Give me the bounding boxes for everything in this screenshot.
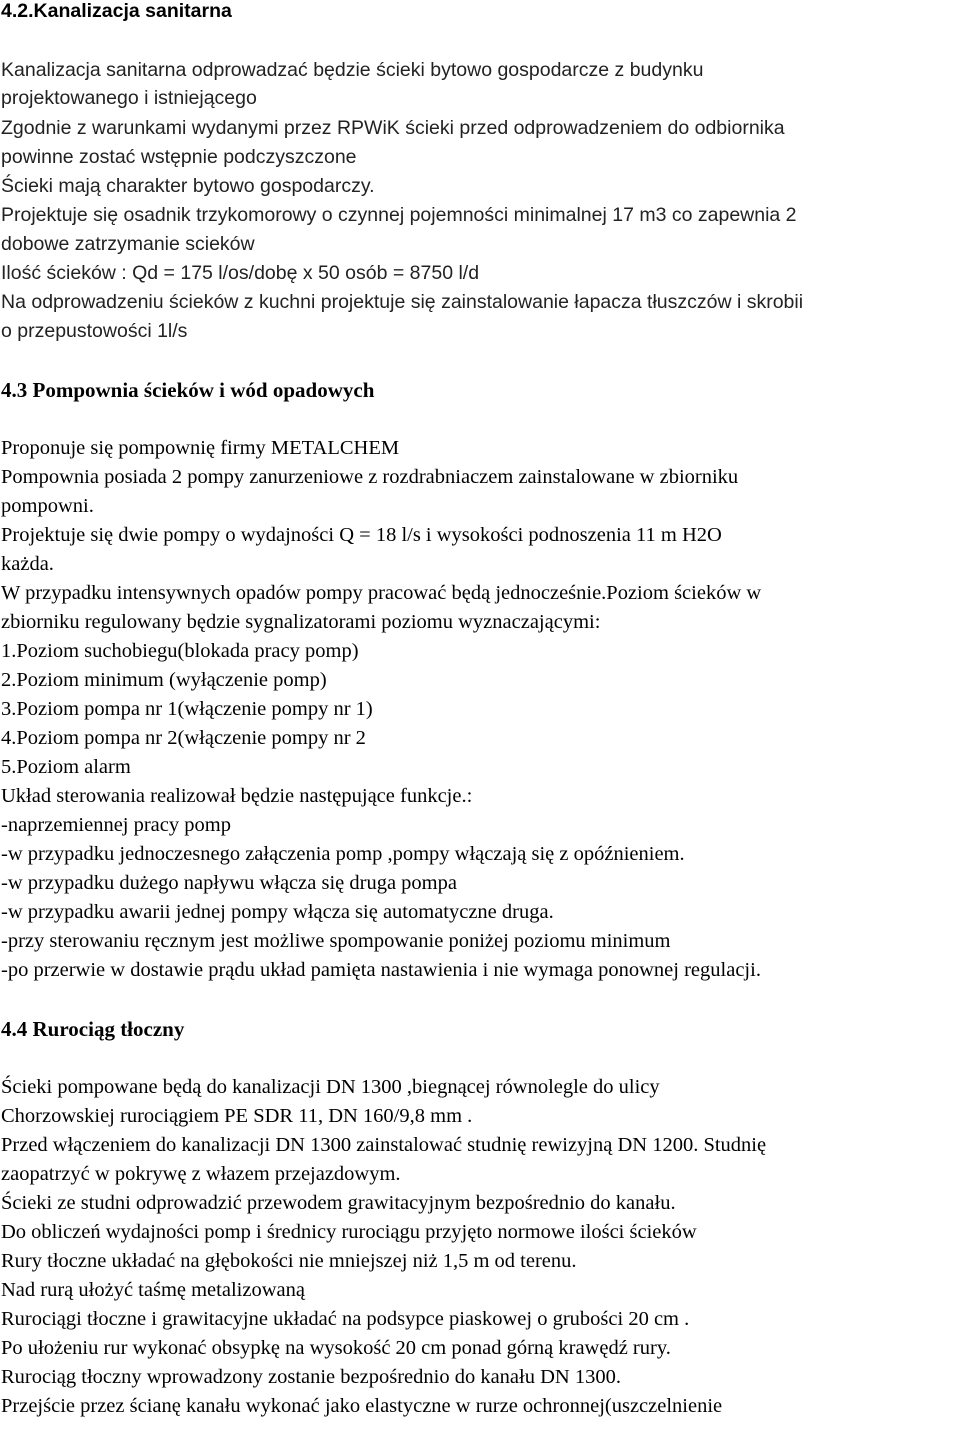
section-heading-4-3: 4.3 Pompownia ścieków i wód opadowych bbox=[1, 378, 375, 402]
paragraph-line: Projektuje się dwie pompy o wydajności Q = 18 l/s i wysokości podnoszenia 11 m H2O bbox=[1, 524, 722, 546]
paragraph-line: zaopatrzyć w pokrywę z włazem przejazdowym. bbox=[1, 1163, 401, 1185]
paragraph-line: Przed włączeniem do kanalizacji DN 1300 zainstalować studnię rewizyjną DN 1200. Studnię bbox=[1, 1134, 767, 1156]
list-item: -w przypadku awarii jednej pompy włącza się automatyczne druga. bbox=[1, 901, 554, 923]
list-item: 1.Poziom suchobiegu(blokada pracy pomp) bbox=[1, 640, 359, 662]
list-item: -w przypadku jednoczesnego załączenia pomp ,pompy włączają się z opóźnieniem. bbox=[1, 843, 685, 865]
list-item: 3.Poziom pompa nr 1(włączenie pompy nr 1) bbox=[1, 698, 373, 720]
paragraph-line: Ścieki pompowane będą do kanalizacji DN 1300 ,biegnącej równolegle do ulicy bbox=[1, 1076, 660, 1098]
paragraph-line: o przepustowości 1l/s bbox=[1, 320, 188, 342]
paragraph-line: powinne zostać wstępnie podczyszczone bbox=[1, 146, 357, 168]
paragraph-line: dobowe zatrzymanie scieków bbox=[1, 233, 255, 255]
list-item: -naprzemiennej pracy pomp bbox=[1, 814, 231, 836]
paragraph-line: Ścieki ze studni odprowadzić przewodem grawitacyjnym bezpośrednio do kanału. bbox=[1, 1192, 676, 1214]
paragraph-line: Pompownia posiada 2 pompy zanurzeniowe z rozdrabniaczem zainstalowane w zbiorniku bbox=[1, 466, 739, 488]
list-item: 2.Poziom minimum (wyłączenie pomp) bbox=[1, 669, 327, 691]
paragraph-line: Proponuje się pompownię firmy METALCHEM bbox=[1, 437, 400, 459]
paragraph-line: każda. bbox=[1, 553, 54, 575]
paragraph-line: Ścieki mają charakter bytowo gospodarczy. bbox=[1, 175, 375, 197]
section-heading-4-2: 4.2.Kanalizacja sanitarna bbox=[1, 0, 232, 22]
list-item: -po przerwie w dostawie prądu układ pamięta nastawienia i nie wymaga ponownej regulacji. bbox=[1, 959, 761, 981]
paragraph-line: Do obliczeń wydajności pomp i średnicy rurociągu przyjęto normowe ilości ścieków bbox=[1, 1221, 697, 1243]
paragraph-line: Na odprowadzeniu ścieków z kuchni projektuje się zainstalowanie łapacza tłuszczów i skrobii bbox=[1, 291, 804, 313]
list-item: 4.Poziom pompa nr 2(włączenie pompy nr 2 bbox=[1, 727, 366, 749]
list-item: -w przypadku dużego napływu włącza się druga pompa bbox=[1, 872, 457, 894]
paragraph-line: Rurociąg tłoczny wprowadzony zostanie bezpośrednio do kanału DN 1300. bbox=[1, 1366, 621, 1388]
paragraph-line: Projektuje się osadnik trzykomorowy o czynnej pojemności minimalnej 17 m3 co zapewnia 2 bbox=[1, 204, 797, 226]
paragraph-line: Chorzowskiej rurociągiem PE SDR 11, DN 160/9,8 mm . bbox=[1, 1105, 473, 1127]
paragraph-line: Rury tłoczne układać na głębokości nie mniejszej niż 1,5 m od terenu. bbox=[1, 1250, 577, 1272]
paragraph-line: pompowni. bbox=[1, 495, 94, 517]
paragraph-line: Nad rurą ułożyć taśmę metalizowaną bbox=[1, 1279, 305, 1301]
paragraph-line: projektowanego i istniejącego bbox=[1, 87, 257, 109]
paragraph-line: Przejście przez ścianę kanału wykonać jako elastyczne w rurze ochronnej(uszczelnienie bbox=[1, 1395, 723, 1417]
paragraph-line: Zgodnie z warunkami wydanymi przez RPWiK ścieki przed odprowadzeniem do odbiornika bbox=[1, 117, 785, 139]
paragraph-line: Rurociągi tłoczne i grawitacyjne układać na podsypce piaskowej o grubości 20 cm . bbox=[1, 1308, 690, 1330]
paragraph-line: Ilość ścieków : Qd = 175 l/os/dobę x 50 osób = 8750 l/d bbox=[1, 262, 480, 284]
paragraph-line: zbiorniku regulowany będzie sygnalizatorami poziomu wyznaczającymi: bbox=[1, 611, 601, 633]
paragraph-line: Po ułożeniu rur wykonać obsypkę na wysokość 20 cm ponad górną krawędź rury. bbox=[1, 1337, 671, 1359]
paragraph-line: W przypadku intensywnych opadów pompy pracować będą jednocześnie.Poziom ścieków w bbox=[1, 582, 762, 604]
paragraph-line: Układ sterowania realizował będzie następujące funkcje.: bbox=[1, 785, 473, 807]
list-item: -przy sterowaniu ręcznym jest możliwe spompowanie poniżej poziomu minimum bbox=[1, 930, 671, 952]
list-item: 5.Poziom alarm bbox=[1, 756, 131, 778]
section-heading-4-4: 4.4 Rurociąg tłoczny bbox=[1, 1017, 185, 1041]
paragraph-line: Kanalizacja sanitarna odprowadzać będzie ścieki bytowo gospodarcze z budynku bbox=[1, 59, 704, 81]
